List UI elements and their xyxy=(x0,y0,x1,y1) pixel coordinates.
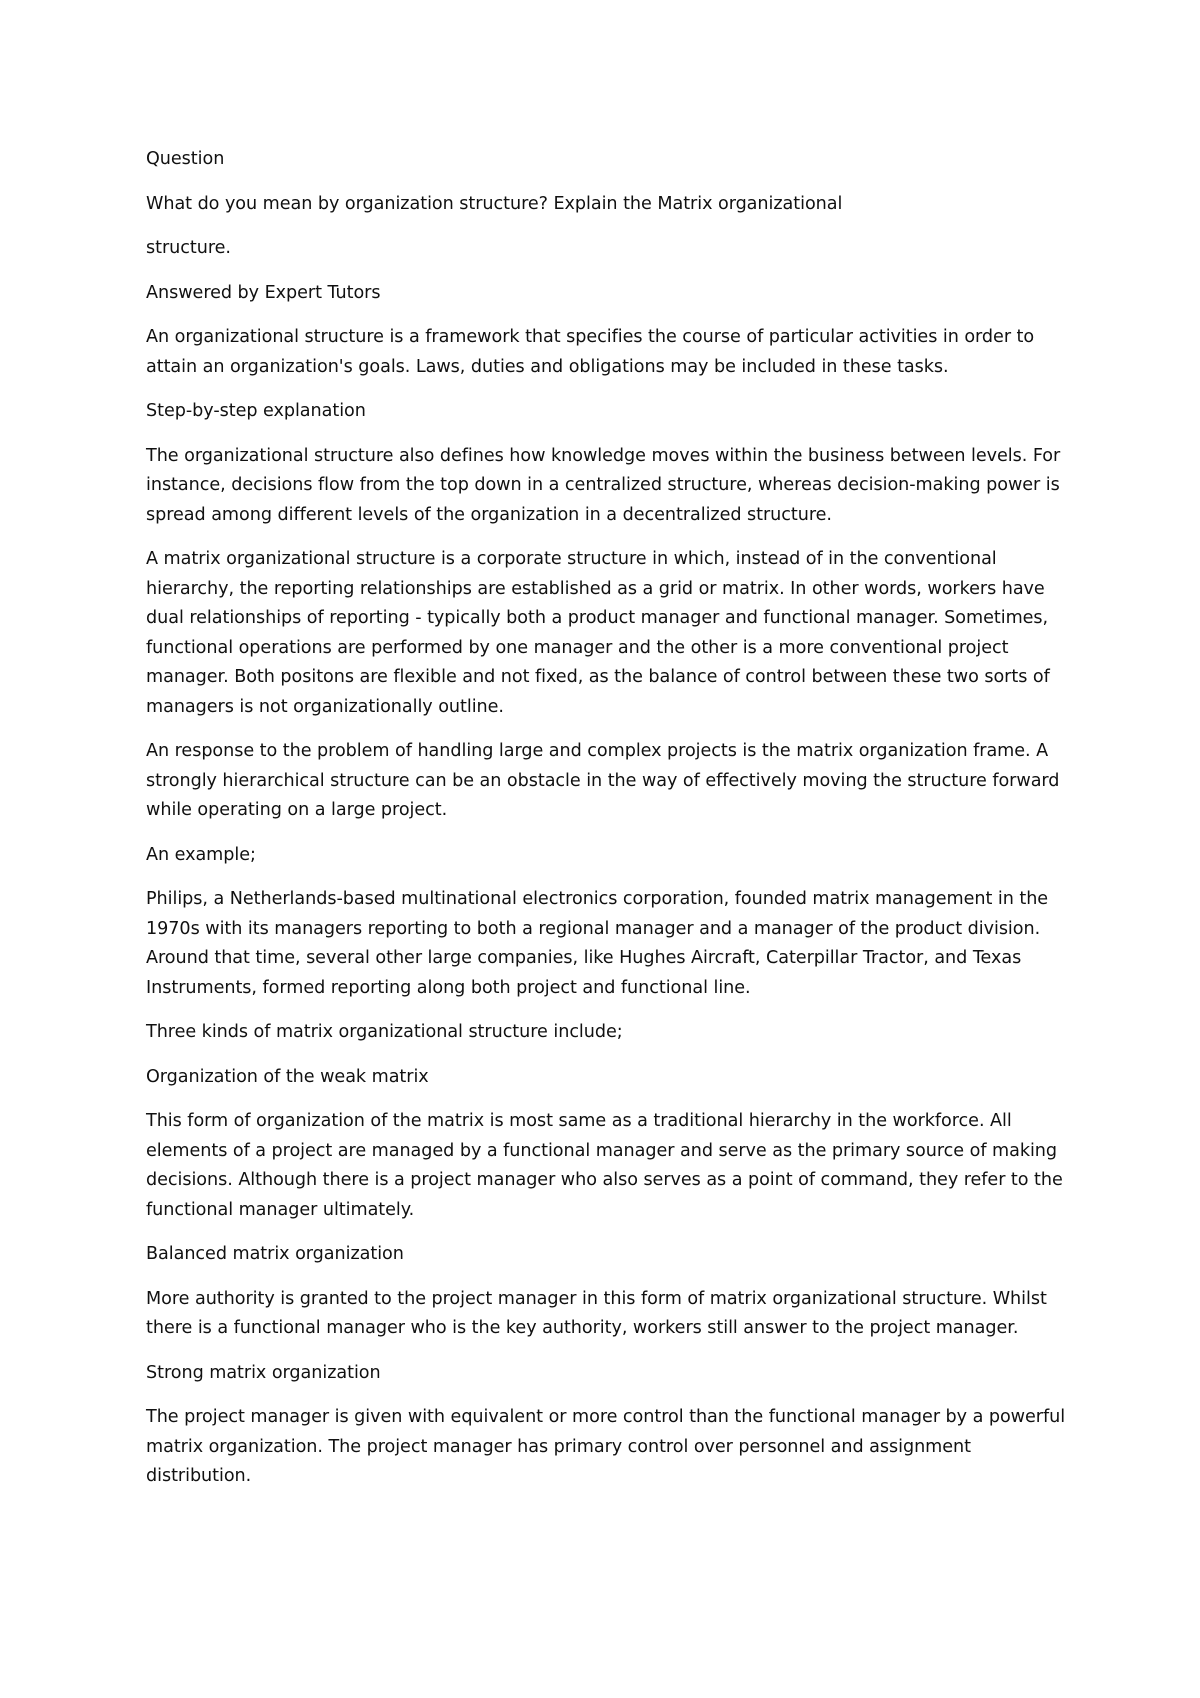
example-heading: An example; xyxy=(146,844,256,865)
matrix-paragraph: A matrix organizational structure is a corporate structure in which, instead of in the conventional hierarchy, the reporting relationships are established as a grid or matrix. In other words, workers have dual relationships of reporting - typically both a product manager and functional manager. Sometimes, functional operations are performed by one manager and the other is a more conventional project manager. Both positons are flexible and not fixed, as the balance of control between these two sorts of managers is not organizationally outline. xyxy=(146,549,1050,717)
step-heading: Step-by-step explanation xyxy=(146,401,366,421)
question-line-2: structure. xyxy=(146,238,231,258)
balanced-matrix-paragraph: More authority is granted to the project manager in this form of matrix organizational structure. Whilst there is a functional manager who is the key authority, workers still answer to the project manager. xyxy=(146,1288,1047,1338)
weak-matrix-paragraph: This form of organization of the matrix is most same as a traditional hierarchy in the workforce. All elements of a project are managed by a functional manager and serve as the primary source of making decisions. Although there is a project manager who also serves as a point of command, they refer to the functional manager ultimately. xyxy=(146,1111,1063,1220)
philips-paragraph: Philips, a Netherlands-based multinational electronics corporation, founded matrix management in the 1970s with its managers reporting to both a regional manager and a manager of the product division. Around that time, several other large companies, like Hughes Aircraft, Caterpillar Tractor, and Texas Instruments, formed reporting along both project and functional line. xyxy=(146,889,1049,998)
question-heading: Question xyxy=(146,149,225,169)
weak-matrix-heading: Organization of the weak matrix xyxy=(146,1066,429,1087)
definition-paragraph: An organizational structure is a framework that specifies the course of particular activities in order to attain an organization's goals. Laws, duties and obligations may be included in these tasks. xyxy=(146,327,1035,377)
answered-by-label: Answered by Expert Tutors xyxy=(146,282,381,303)
response-paragraph: An response to the problem of handling large and complex projects is the matrix organization frame. A strongly hierarchical structure can be an obstacle in the way of effectively moving the structure forward while operating on a large project. xyxy=(146,741,1060,820)
question-line-1: What do you mean by organization structure? Explain the Matrix organizational xyxy=(146,193,843,214)
kinds-intro: Three kinds of matrix organizational structure include; xyxy=(146,1022,623,1042)
strong-matrix-heading: Strong matrix organization xyxy=(146,1362,381,1383)
strong-matrix-paragraph: The project manager is given with equivalent or more control than the functional manager by a powerful matrix organization. The project manager has primary control over personnel and assignment distribution. xyxy=(146,1407,1066,1486)
balanced-matrix-heading: Balanced matrix organization xyxy=(146,1244,404,1264)
document-body xyxy=(146,145,1076,1507)
knowledge-paragraph: The organizational structure also defines how knowledge moves within the business between levels. For instance, decisions flow from the top down in a centralized structure, whereas decision-making power is spread among different levels of the organization in a decentralized structure. xyxy=(146,445,1061,525)
